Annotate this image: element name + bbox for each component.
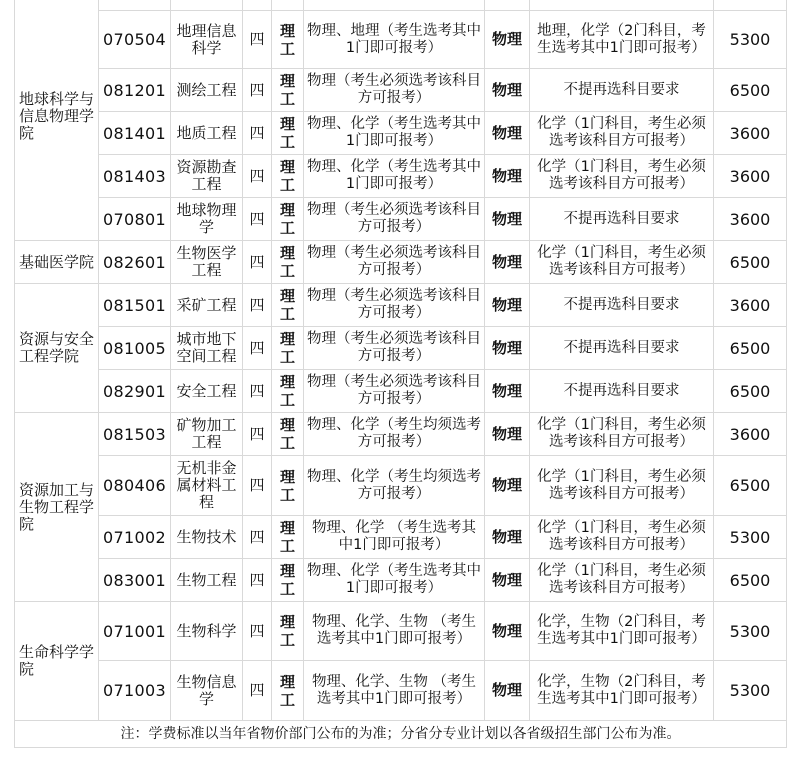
requirement-cell: 物理、地理（考生选考其中1门即可报考） <box>304 11 485 69</box>
reselect-cell: 不提再选科目要求 <box>530 198 714 241</box>
major-cell: 生物工程 <box>171 559 243 602</box>
requirement-cell: 物理（考生必须选考该科目方可报考） <box>304 241 485 284</box>
code-cell: 081005 <box>99 327 171 370</box>
table-row <box>15 661 787 721</box>
requirement-cell: 物理（考生必须选考该科目方可报考） <box>304 198 485 241</box>
category-cell: 理工 <box>272 661 304 721</box>
first-choice-cell: 物理 <box>485 413 530 456</box>
years-cell: 四 <box>243 370 272 413</box>
category-cell: 理工 <box>272 559 304 602</box>
code-cell: 080406 <box>99 456 171 516</box>
major-cell <box>171 0 243 11</box>
reselect-cell: 化学（1门科目，考生必须选考该科目方可报考） <box>530 241 714 284</box>
reselect-cell: 化学，生物（2门科目，考生选考其中1门即可报考） <box>530 602 714 661</box>
table-row <box>15 198 787 241</box>
first-choice-cell: 物理 <box>485 516 530 559</box>
first-choice-cell: 物理 <box>485 69 530 112</box>
table-row <box>15 327 787 370</box>
requirement-cell: 物理（考生必须选考该科目方可报考） <box>304 370 485 413</box>
fee-cell: 5300 <box>714 516 787 559</box>
requirement-cell: 物理、化学（考生选考其中1门即可报考） <box>304 112 485 155</box>
years-cell: 四 <box>243 661 272 721</box>
reselect-cell: 不提再选科目要求 <box>530 327 714 370</box>
years-cell: 四 <box>243 327 272 370</box>
code-cell: 081503 <box>99 413 171 456</box>
table-row <box>15 0 787 11</box>
requirement-cell: 物理（考生必须选考该科目方可报考） <box>304 284 485 327</box>
requirement-cell: 物理、化学、生物 （考生选考其中1门即可报考） <box>304 661 485 721</box>
college-cell: 基础医学院 <box>15 241 99 284</box>
reselect-cell: 化学（1门科目，考生必须选考该科目方可报考） <box>530 155 714 198</box>
fee-cell: 6500 <box>714 370 787 413</box>
college-cell: 地球科学与信息物理学院 <box>15 0 99 241</box>
fee-cell: 3600 <box>714 284 787 327</box>
category-cell: 理工 <box>272 602 304 661</box>
years-cell: 四 <box>243 155 272 198</box>
reselect-cell: 化学（1门科目，考生必须选考该科目方可报考） <box>530 456 714 516</box>
first-choice-cell: 物理 <box>485 370 530 413</box>
fee-cell: 3600 <box>714 155 787 198</box>
code-cell: 070801 <box>99 198 171 241</box>
major-cell: 生物信息学 <box>171 661 243 721</box>
fee-cell: 3600 <box>714 198 787 241</box>
fee-cell: 6500 <box>714 327 787 370</box>
major-cell: 生物科学 <box>171 602 243 661</box>
first-choice-cell: 物理 <box>485 661 530 721</box>
table-row <box>15 516 787 559</box>
major-cell: 采矿工程 <box>171 284 243 327</box>
category-cell: 理工 <box>272 69 304 112</box>
category-cell <box>272 0 304 11</box>
fee-cell <box>714 0 787 11</box>
first-choice-cell: 物理 <box>485 284 530 327</box>
major-cell: 城市地下空间工程 <box>171 327 243 370</box>
table-row <box>15 11 787 69</box>
table-row <box>15 413 787 456</box>
category-cell: 理工 <box>272 284 304 327</box>
table-row <box>15 241 787 284</box>
code-cell <box>99 0 171 11</box>
requirement-cell: 物理（考生必须选考该科目方可报考） <box>304 327 485 370</box>
fee-cell: 6500 <box>714 241 787 284</box>
years-cell: 四 <box>243 516 272 559</box>
admission-table-sheet <box>14 0 786 748</box>
years-cell: 四 <box>243 241 272 284</box>
fee-cell: 5300 <box>714 602 787 661</box>
code-cell: 070504 <box>99 11 171 69</box>
category-cell: 理工 <box>272 11 304 69</box>
major-cell: 安全工程 <box>171 370 243 413</box>
major-cell: 地质工程 <box>171 112 243 155</box>
fee-cell: 3600 <box>714 112 787 155</box>
years-cell: 四 <box>243 11 272 69</box>
requirement-cell: 物理、化学 （考生选考其中1门即可报考） <box>304 516 485 559</box>
first-choice-cell: 物理 <box>485 327 530 370</box>
requirement-cell: 物理、化学、生物 （考生选考其中1门即可报考） <box>304 602 485 661</box>
category-cell: 理工 <box>272 155 304 198</box>
years-cell: 四 <box>243 112 272 155</box>
code-cell: 071003 <box>99 661 171 721</box>
college-cell: 资源加工与生物工程学院 <box>15 413 99 602</box>
reselect-cell: 不提再选科目要求 <box>530 69 714 112</box>
major-cell: 资源勘查工程 <box>171 155 243 198</box>
college-cell: 生命科学学院 <box>15 602 99 721</box>
category-cell: 理工 <box>272 241 304 284</box>
fee-cell: 5300 <box>714 11 787 69</box>
requirement-cell: 物理、化学（考生选考其中1门即可报考） <box>304 155 485 198</box>
code-cell: 071001 <box>99 602 171 661</box>
years-cell: 四 <box>243 413 272 456</box>
reselect-cell <box>530 0 714 11</box>
major-cell: 地球物理学 <box>171 198 243 241</box>
major-cell: 无机非金属材料工程 <box>171 456 243 516</box>
admission-table <box>14 0 787 748</box>
college-cell: 资源与安全工程学院 <box>15 284 99 413</box>
fee-cell: 6500 <box>714 559 787 602</box>
requirement-cell <box>304 0 485 11</box>
category-cell: 理工 <box>272 327 304 370</box>
reselect-cell: 化学（1门科目，考生必须选考该科目方可报考） <box>530 413 714 456</box>
code-cell: 071002 <box>99 516 171 559</box>
reselect-cell: 化学（1门科目，考生必须选考该科目方可报考） <box>530 559 714 602</box>
first-choice-cell: 物理 <box>485 559 530 602</box>
reselect-cell: 地理，化学（2门科目，考生选考其中1门即可报考） <box>530 11 714 69</box>
code-cell: 083001 <box>99 559 171 602</box>
first-choice-cell: 物理 <box>485 11 530 69</box>
fee-cell: 5300 <box>714 661 787 721</box>
years-cell: 四 <box>243 69 272 112</box>
table-row <box>15 602 787 661</box>
major-cell: 测绘工程 <box>171 69 243 112</box>
first-choice-cell <box>485 0 530 11</box>
reselect-cell: 化学（1门科目，考生必须选考该科目方可报考） <box>530 112 714 155</box>
reselect-cell: 不提再选科目要求 <box>530 284 714 327</box>
requirement-cell: 物理、化学（考生均须选考方可报考） <box>304 413 485 456</box>
reselect-cell: 不提再选科目要求 <box>530 370 714 413</box>
fee-cell: 6500 <box>714 69 787 112</box>
table-row <box>15 370 787 413</box>
first-choice-cell: 物理 <box>485 456 530 516</box>
footnote: 注：学费标准以当年省物价部门公布的为准；分省分专业计划以各省级招生部门公布为准。 <box>15 721 787 748</box>
major-cell: 矿物加工工程 <box>171 413 243 456</box>
years-cell: 四 <box>243 559 272 602</box>
table-row <box>15 559 787 602</box>
years-cell: 四 <box>243 284 272 327</box>
major-cell: 生物医学工程 <box>171 241 243 284</box>
code-cell: 082601 <box>99 241 171 284</box>
first-choice-cell: 物理 <box>485 112 530 155</box>
table-row <box>15 69 787 112</box>
fee-cell: 3600 <box>714 413 787 456</box>
category-cell: 理工 <box>272 516 304 559</box>
requirement-cell: 物理（考生必须选考该科目方可报考） <box>304 69 485 112</box>
major-cell: 生物技术 <box>171 516 243 559</box>
first-choice-cell: 物理 <box>485 155 530 198</box>
table-row <box>15 456 787 516</box>
reselect-cell: 化学（1门科目，考生必须选考该科目方可报考） <box>530 516 714 559</box>
years-cell <box>243 0 272 11</box>
years-cell: 四 <box>243 602 272 661</box>
years-cell: 四 <box>243 456 272 516</box>
reselect-cell: 化学，生物（2门科目，考生选考其中1门即可报考） <box>530 661 714 721</box>
requirement-cell: 物理、化学（考生选考其中1门即可报考） <box>304 559 485 602</box>
code-cell: 081201 <box>99 69 171 112</box>
code-cell: 081401 <box>99 112 171 155</box>
category-cell: 理工 <box>272 413 304 456</box>
code-cell: 081403 <box>99 155 171 198</box>
code-cell: 081501 <box>99 284 171 327</box>
first-choice-cell: 物理 <box>485 198 530 241</box>
years-cell: 四 <box>243 198 272 241</box>
category-cell: 理工 <box>272 456 304 516</box>
table-row <box>15 112 787 155</box>
first-choice-cell: 物理 <box>485 241 530 284</box>
first-choice-cell: 物理 <box>485 602 530 661</box>
requirement-cell: 物理、化学（考生均须选考方可报考） <box>304 456 485 516</box>
table-row <box>15 155 787 198</box>
note-row <box>15 721 787 748</box>
table-row <box>15 284 787 327</box>
major-cell: 地理信息科学 <box>171 11 243 69</box>
code-cell: 082901 <box>99 370 171 413</box>
category-cell: 理工 <box>272 198 304 241</box>
category-cell: 理工 <box>272 370 304 413</box>
fee-cell: 6500 <box>714 456 787 516</box>
category-cell: 理工 <box>272 112 304 155</box>
